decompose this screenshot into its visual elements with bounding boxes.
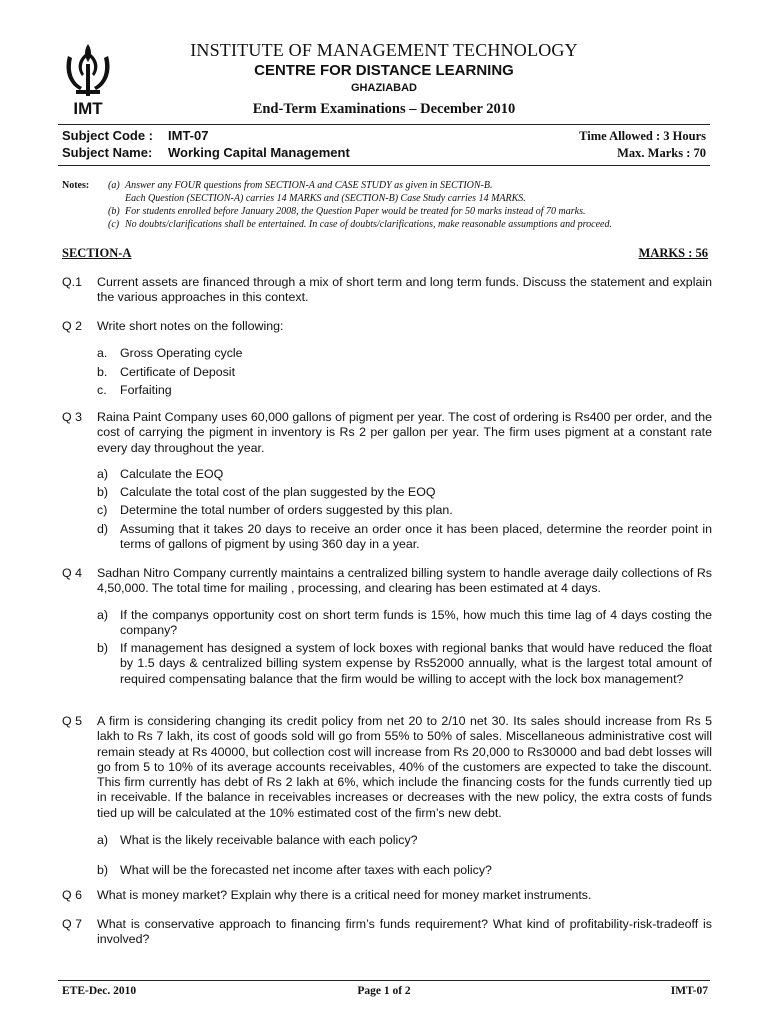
question-number: Q 3 <box>62 410 82 424</box>
list-item: b) Calculate the total cost of the plan suggested by the EOQ <box>97 485 436 500</box>
note-item: (b) For students enrolled before January 2008, the Question Paper would be treated for 50 marks instead of 70 marks. <box>108 206 586 217</box>
subject-name-value: Working Capital Management <box>168 145 350 160</box>
sub-question-list <box>97 833 712 879</box>
note-item: (c) No doubts/clarifications shall be entertained. In case of doubts/clarifications, make reasonable assumptions and proceed. <box>108 219 612 230</box>
question-4 <box>62 566 712 687</box>
institute-name: INSTITUTE OF MANAGEMENT TECHNOLOGY <box>190 40 578 60</box>
question-5 <box>62 714 712 879</box>
sub-question-list <box>97 608 712 687</box>
question-number: Q 6 <box>62 888 82 902</box>
logo-text: IMT <box>73 99 103 118</box>
section-marks: MARKS : 56 <box>638 246 708 260</box>
list-item: a) Calculate the EOQ <box>97 466 224 481</box>
question-text: Raina Paint Company uses 60,000 gallons of pigment per year. The cost of ordering is Rs400 per order, and the cost of carrying the pigment in inventory is Rs 2 per gallon per year. The firm uses pigment at a constant rate every day throughout the year. <box>97 410 712 455</box>
list-item: d) Assuming that it takes 20 days to receive an order once it has been placed, determine the reorder point in terms of gallons of pigment by using 360 day in a year. <box>97 521 712 552</box>
footer-rule <box>58 980 710 981</box>
section-title: SECTION-A <box>62 246 132 260</box>
page-number: Page 1 of 2 <box>357 985 411 997</box>
city-name: GHAZIABAD <box>351 82 417 94</box>
footer-left: ETE-Dec. 2010 <box>62 985 137 997</box>
list-item: b) If management has designed a system of lock boxes with regional banks that would have reduced the float by 1.5 days & centralized billing system expense by Rs52000 annually, what is the largest total amount of required compensating balance that the firm would be willing to accept with the lock box management? <box>97 641 712 686</box>
header-rule-top <box>58 124 710 125</box>
exam-title: End-Term Examinations – December 2010 <box>252 101 516 117</box>
question-number: Q 4 <box>62 566 82 580</box>
question-number: Q 5 <box>62 714 82 728</box>
question-text: A firm is considering changing its credit policy from net 20 to 2/10 net 30. Its sales should increase from Rs 5 lakh to Rs 7 lakh, its cost of goods sold will go from 55% to 50% of sales. Miscellaneous administrative cost will remain steady at Rs 40000, but collection cost will increase from Rs 20,000 to Rs30000 and bad debt losses will go from 5 to 10% of its average accounts receivables, 40% of the customers are expected to take the discount. This firm currently has debt of Rs 2 lakh at 6%, which include the financing costs for the funds currently tied up in receivable. If the balance in receivables increases or decreases with the new policy, the extra costs of funds tied up will be calculated at the 10% estimated cost of the firm’s new debt. <box>97 714 712 820</box>
question-text: Write short notes on the following: <box>97 319 284 333</box>
question-2 <box>62 319 712 398</box>
question-number: Q.1 <box>62 275 82 289</box>
list-item: b) What will be the forecasted net income after taxes with each policy? <box>97 863 492 878</box>
subject-code-label: Subject Code : <box>62 128 154 143</box>
question-number: Q 7 <box>62 917 82 931</box>
sub-question-list <box>97 346 712 398</box>
question-text: What is conservative approach to financing firm’s funds requirement? What kind of profitability-risk-tradeoff is involved? <box>97 917 712 947</box>
question-7 <box>62 917 712 948</box>
question-number: Q 2 <box>62 319 82 333</box>
question-text: Current assets are financed through a mix of short term and long term funds. Discuss the statement and explain the various approaches in this context. <box>97 275 712 305</box>
question-6 <box>62 888 712 903</box>
max-marks: Max. Marks : 70 <box>617 146 706 160</box>
question-1 <box>62 275 712 306</box>
list-item: a) What is the likely receivable balance with each policy? <box>97 833 418 848</box>
subject-name-row <box>62 145 350 160</box>
header-rule-bottom <box>58 165 710 166</box>
question-3 <box>62 410 712 552</box>
sub-question-list <box>97 467 712 552</box>
list-item: c) Determine the total number of orders suggested by this plan. <box>97 503 453 518</box>
question-text: Sadhan Nitro Company currently maintains a centralized billing system to handle average daily collections of Rs 4,50,000. The total time for mailing , processing, and clearing has been estimated at 4 days. <box>97 566 712 596</box>
time-allowed: Time Allowed : 3 Hours <box>579 129 706 143</box>
centre-name: CENTRE FOR DISTANCE LEARNING <box>254 62 514 79</box>
note-item: Each Question (SECTION-A) carries 14 MARKS and (SECTION-B) Case Study carries 14 MARKS. <box>125 193 526 204</box>
list-item: a. Gross Operating cycle <box>97 346 243 361</box>
list-item: a) If the companys opportunity cost on short term funds is 15%, how much this time lag of 4 days costing the company? <box>97 607 712 637</box>
footer-right: IMT-07 <box>670 985 708 997</box>
subject-code-row <box>62 128 208 143</box>
subject-name-label: Subject Name: <box>62 145 153 160</box>
notes-label: Notes: <box>62 180 90 191</box>
question-text: What is money market? Explain why there is a critical need for money market instruments. <box>97 888 592 902</box>
note-item: (a) Answer any FOUR questions from SECTION-A and CASE STUDY as given in SECTION-B. <box>108 180 493 191</box>
subject-code-value: IMT-07 <box>168 128 209 143</box>
list-item: c. Forfaiting <box>97 382 172 397</box>
list-item: b. Certificate of Deposit <box>97 364 236 379</box>
